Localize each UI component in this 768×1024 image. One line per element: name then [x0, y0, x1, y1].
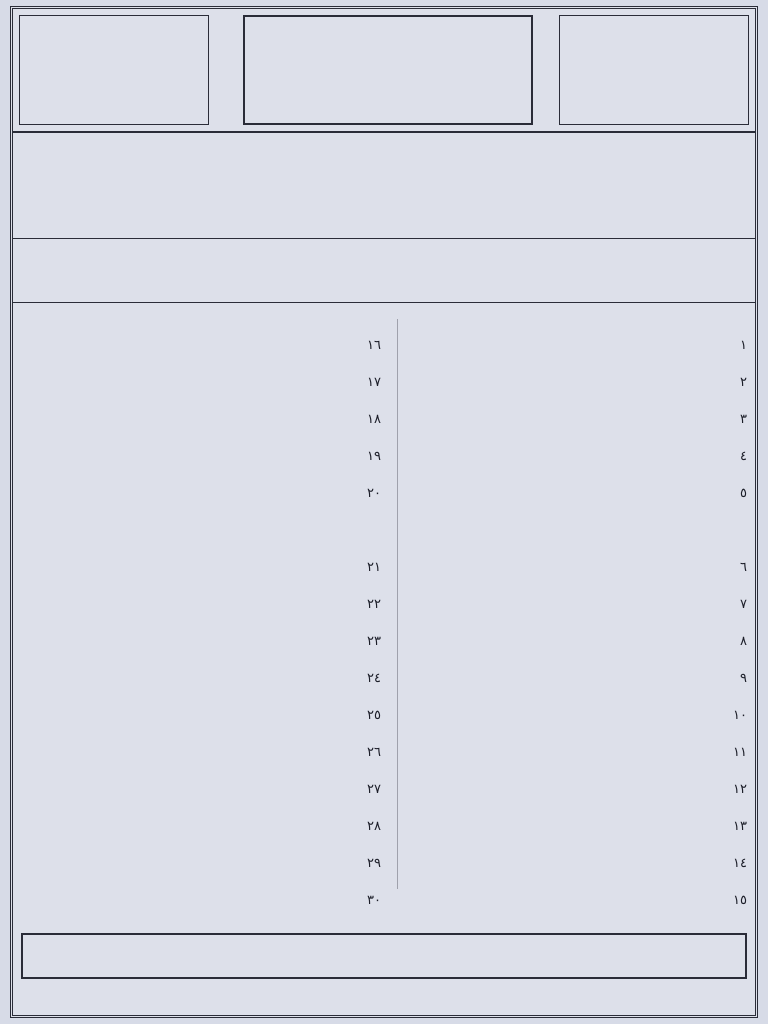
header-left-line — [28, 46, 200, 68]
dua-item — [387, 327, 747, 364]
header-left-box — [19, 15, 209, 125]
dua-number: ١٩ — [367, 449, 381, 464]
dua-item — [387, 734, 747, 771]
iftar-section — [13, 241, 755, 303]
dua-item — [387, 660, 747, 697]
closing-intro — [13, 909, 755, 931]
tahlil-translation-line — [27, 169, 741, 185]
iftar-dua-arabic — [27, 263, 741, 291]
dua-number: ٧ — [740, 597, 747, 612]
dua-number: ٢٦ — [367, 745, 381, 760]
dua-item — [21, 549, 381, 586]
tahlil-translation-line — [27, 185, 741, 201]
dua-number: ١٦ — [367, 338, 381, 353]
header-left-line — [28, 24, 200, 46]
duas-list — [13, 305, 755, 908]
tahlil-section — [13, 133, 755, 239]
dua-item — [21, 364, 381, 401]
dua-item — [387, 401, 747, 438]
dua-item — [387, 512, 747, 549]
dua-item — [21, 401, 381, 438]
dua-number: ٢٣ — [367, 634, 381, 649]
dua-number: ٢٩ — [367, 856, 381, 871]
dua-number: ٩ — [740, 671, 747, 686]
ya-wasi-line — [27, 201, 741, 229]
closing-section — [13, 909, 755, 1015]
header-right-line — [568, 46, 740, 68]
dua-number: ١٥ — [733, 893, 747, 908]
dua-number: ٦ — [740, 560, 747, 575]
dua-item — [21, 327, 381, 364]
dua-item — [21, 771, 381, 808]
dua-number: ١٣ — [733, 819, 747, 834]
dua-number: ٢٤ — [367, 671, 381, 686]
header — [13, 9, 755, 133]
dua-item — [387, 586, 747, 623]
dua-number: ١٤ — [733, 856, 747, 871]
dua-number: ٢ — [740, 375, 747, 390]
header-right-line — [568, 68, 740, 90]
duas-column-right — [387, 327, 747, 919]
dua-number: ٢٢ — [367, 597, 381, 612]
dua-number: ٣ — [740, 412, 747, 427]
dua-number: ٥ — [740, 486, 747, 501]
iftar-instruction — [27, 247, 741, 263]
dua-item — [387, 475, 747, 512]
dua-item — [21, 475, 381, 512]
tahlil-arabic — [27, 141, 741, 169]
header-right-box — [559, 15, 749, 125]
header-left-line — [28, 90, 200, 112]
dua-item — [387, 808, 747, 845]
dua-number: ١٧ — [367, 375, 381, 390]
dua-number: ٢٥ — [367, 708, 381, 723]
dua-item — [21, 808, 381, 845]
dua-number: ٢٠ — [367, 486, 381, 501]
dua-item — [387, 623, 747, 660]
dua-item — [387, 438, 747, 475]
duas-column-left — [21, 327, 381, 919]
dua-item — [21, 845, 381, 882]
dua-number: ١ — [740, 338, 747, 353]
dua-number: ٢١ — [367, 560, 381, 575]
header-right-line — [568, 24, 740, 46]
dua-number: ١٠ — [733, 708, 747, 723]
dua-item — [21, 586, 381, 623]
dua-item — [21, 734, 381, 771]
dua-item — [387, 549, 747, 586]
closing-dua-box — [21, 933, 747, 979]
dua-number: ١٢ — [733, 782, 747, 797]
poster — [10, 6, 758, 1018]
closing-translation — [13, 987, 755, 1005]
dua-number: ٢٧ — [367, 782, 381, 797]
dua-item — [21, 660, 381, 697]
dua-item — [387, 697, 747, 734]
dua-item — [21, 623, 381, 660]
dua-item — [387, 845, 747, 882]
header-left-line — [28, 68, 200, 90]
dua-number: ٢٨ — [367, 819, 381, 834]
dua-item — [387, 364, 747, 401]
dua-item — [21, 697, 381, 734]
dua-item — [387, 771, 747, 808]
header-title-box — [243, 15, 533, 125]
dua-number: ٨ — [740, 634, 747, 649]
dua-item — [21, 438, 381, 475]
dua-number: ١١ — [733, 745, 747, 760]
dua-number: ٣٠ — [367, 893, 381, 908]
dua-number: ٤ — [740, 449, 747, 464]
dua-item — [21, 512, 381, 549]
dua-number: ١٨ — [367, 412, 381, 427]
